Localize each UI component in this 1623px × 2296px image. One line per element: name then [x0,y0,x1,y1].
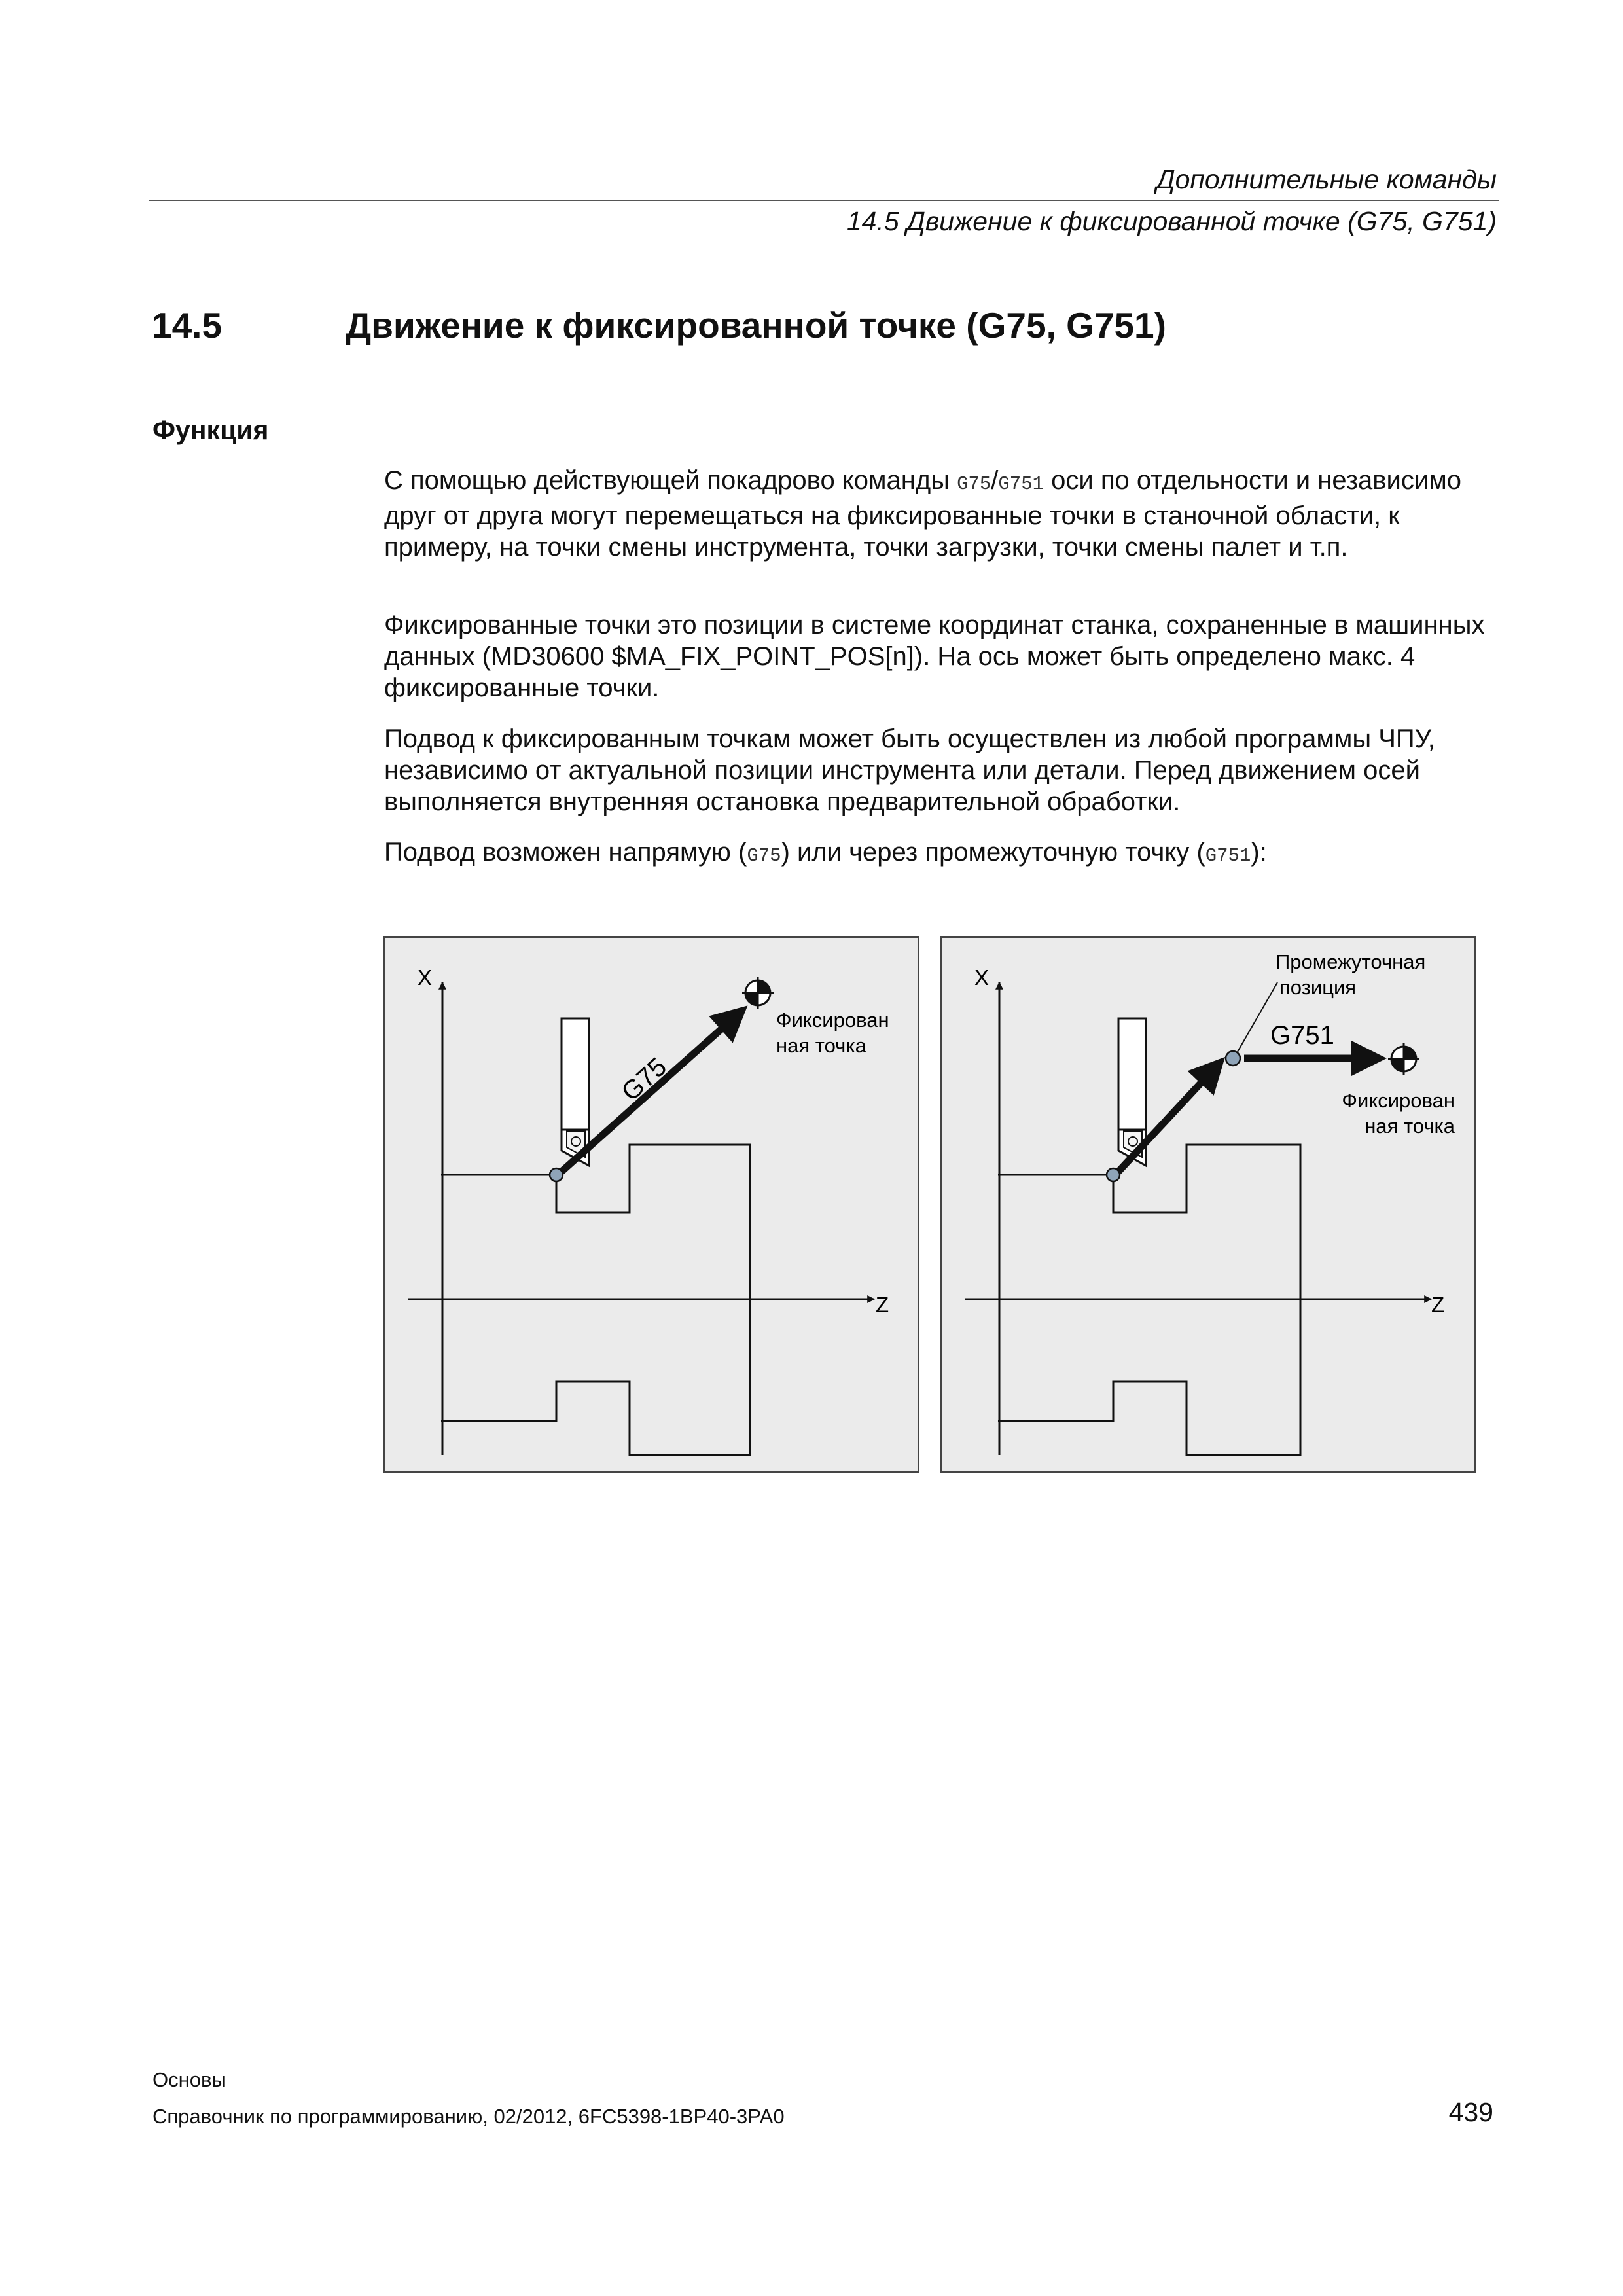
start-point-marker [1107,1168,1120,1181]
g751-label: G751 [1270,1021,1334,1050]
turning-tool [562,1018,589,1166]
x-axis-label: X [974,965,990,990]
running-head-chapter: Дополнительные команды [1156,164,1497,194]
intermediate-label-line1: Промежуточная [1275,950,1426,973]
paragraph-2: Фиксированные точки это позиции в системе координат станка, сохраненные в машинных данных (MD30600 $MA_FIX_POINT_POS[n]). На ось может быть определено макс. 4 фиксированные точки. [384,611,1485,702]
code-g75: G75 [957,473,991,495]
start-point-marker [550,1168,563,1181]
fixed-point-label-line2: ная точка [776,1034,866,1057]
paragraph-4 [384,836,1497,872]
figure-g75-direct [383,936,919,1473]
fixed-point-label-line2: ная точка [1364,1115,1455,1138]
paragraph-1 [384,465,1497,563]
paragraph-1-text-start: С помощью действующей покадрово команды [384,466,957,495]
fixed-point-icon [1388,1043,1419,1075]
running-head-section: 14.5 Движение к фиксированной точке (G75, G751) [846,206,1497,236]
page-number: 439 [1448,2097,1493,2127]
code-separator: / [991,466,999,495]
code-g751: G751 [998,473,1044,495]
code-g75: G75 [747,845,781,867]
z-axis-label: Z [876,1293,889,1317]
header-rule [149,200,1499,201]
paragraph-1-text-end: оси по отдельности и независимо друг от друга могут перемещаться на фиксированные точки в станочной области, к примеру, на точки смены инструмента, точки загрузки, точки смены палет и т.п. [384,466,1461,562]
x-axis-label: X [418,965,433,990]
paragraph-4-text-mid: ) или через промежуточную точку ( [781,838,1205,867]
fixed-point-label-line1: Фиксирован [776,1009,889,1031]
paragraph-4-text-start: Подвод возможен напрямую ( [384,838,747,867]
footer-publication-info: Справочник по программированию, 02/2012, 6FC5398-1BP40-3PA0 [152,2105,785,2128]
figure-g751-intermediate [940,936,1476,1473]
section-number: 14.5 [152,305,223,346]
intermediate-label-line2: позиция [1279,976,1357,999]
figure-g751-diagram [942,938,1478,1475]
paragraph-3: Подвод к фиксированным точкам может быть осуществлен из любой программы ЧПУ, независимо от актуальной позиции инструмента или детали. Перед движением осей выполняется внутренняя остановка предварительной обработки. [384,725,1435,816]
figure-g75-diagram [385,938,921,1475]
z-axis-label: Z [1431,1293,1445,1317]
code-g751: G751 [1205,845,1251,867]
subheading-function: Функция [152,415,269,445]
section-title: Движение к фиксированной точке (G75, G751) [346,305,1166,346]
fixed-point-icon [742,977,774,1009]
paragraph-4-text-end: ): [1251,838,1267,867]
footer-book-title: Основы [152,2068,226,2091]
fixed-point-label-line1: Фиксирован [1342,1089,1455,1112]
g75-label: G75 [616,1052,673,1107]
intermediate-point-marker [1226,1051,1240,1066]
